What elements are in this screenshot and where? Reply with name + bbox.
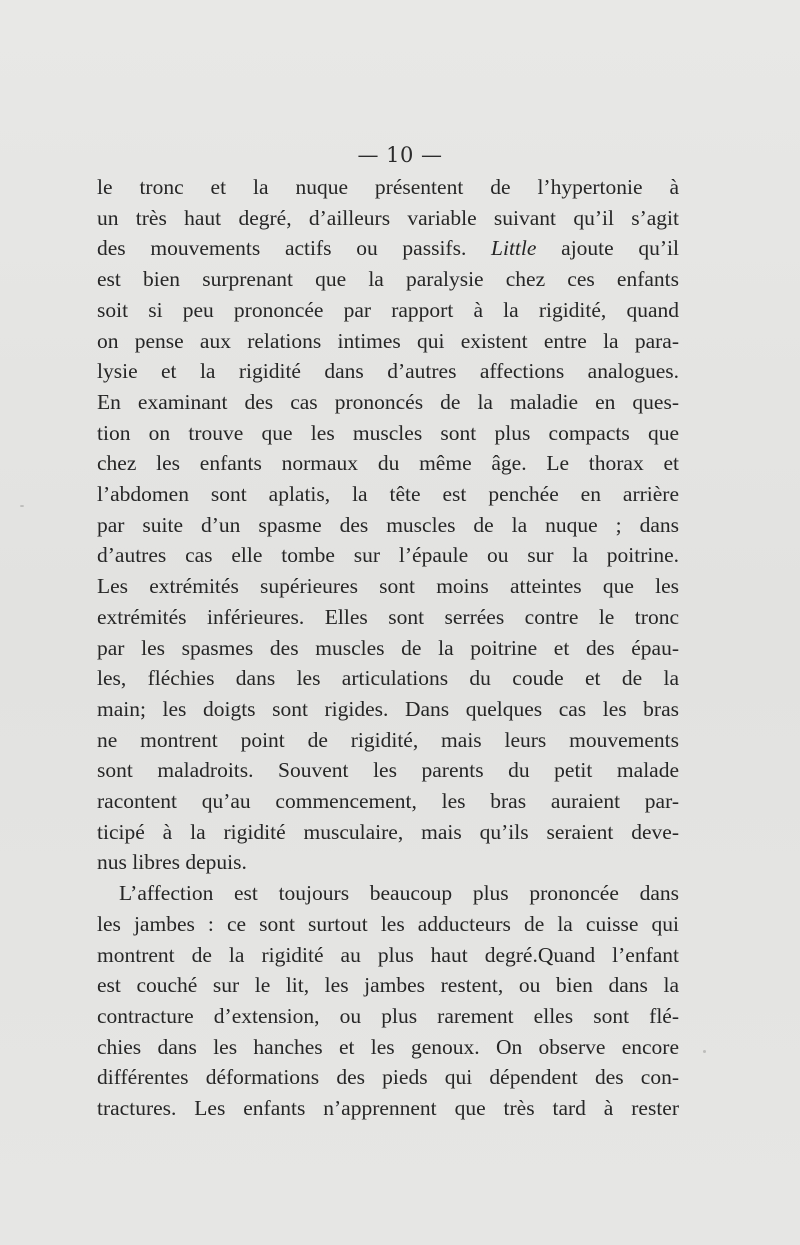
text-line: chies dans les hanches et les genoux. On observe encore <box>97 1034 679 1059</box>
text-line: En examinant des cas prononcés de la maladie en ques- <box>97 389 679 414</box>
text-line: nus libres depuis. <box>97 850 247 875</box>
text-line: différentes déformations des pieds qui dépendent des con- <box>97 1065 679 1090</box>
text-line: ticipé à la rigidité musculaire, mais qu’ils seraient deve- <box>97 819 679 844</box>
text-line: est couché sur le lit, les jambes restent, ou bien dans la <box>97 973 679 998</box>
paper-speck <box>20 505 24 507</box>
text-line: l’abdomen sont aplatis, la tête est penchée en arrière <box>97 482 679 507</box>
text-line: est bien surprenant que la paralysie chez ces enfants <box>97 267 679 292</box>
text-line: le tronc et la nuque présentent de l’hypertonie à <box>97 175 679 199</box>
text-line: sont maladroits. Souvent les parents du petit malade <box>97 758 679 783</box>
text-line: les jambes : ce sont surtout les adducteurs de la cuisse qui <box>97 911 679 936</box>
paragraph <box>97 172 679 878</box>
text-line: les, fléchies dans les articulations du coude et de la <box>97 666 679 691</box>
text-line: racontent qu’au commencement, les bras auraient par- <box>97 789 679 814</box>
text-line: on pense aux relations intimes qui existent entre la para- <box>97 328 679 353</box>
text-line: par les spasmes des muscles de la poitrine et des épau- <box>97 635 679 660</box>
text-line: L’affection est toujours beaucoup plus prononcée dans <box>119 881 679 906</box>
text-line: d’autres cas elle tombe sur l’épaule ou sur la poitrine. <box>97 543 679 568</box>
text-line: chez les enfants normaux du même âge. Le thorax et <box>97 451 679 476</box>
text-line: tractures. Les enfants n’apprennent que très tard à rester <box>97 1096 679 1121</box>
text-line: un très haut degré, d’ailleurs variable suivant qu’il s’agit <box>97 205 679 230</box>
text-line: des mouvements actifs ou passifs. Little ajoute qu’il <box>97 236 679 261</box>
text-line: tion on trouve que les muscles sont plus compacts que <box>97 420 679 445</box>
text-line: soit si peu prononcée par rapport à la rigidité, quand <box>97 297 679 322</box>
text-line: ne montrent point de rigidité, mais leurs mouvements <box>97 727 679 752</box>
paper-speck <box>703 1050 706 1053</box>
italic-name: Little <box>491 236 537 261</box>
text-line: contracture d’extension, ou plus rarement elles sont flé- <box>97 1003 679 1028</box>
text-line: par suite d’un spasme des muscles de la nuque ; dans <box>97 512 679 537</box>
text-line: main; les doigts sont rigides. Dans quelques cas les bras <box>97 696 679 721</box>
text-line: lysie et la rigidité dans d’autres affections analogues. <box>97 359 679 384</box>
body-text <box>97 172 679 1124</box>
page-number: — 10 — <box>357 143 443 167</box>
text-line: montrent de la rigidité au plus haut degré.Quand l’enfant <box>97 942 679 967</box>
text-line: Les extrémités supérieures sont moins atteintes que les <box>97 574 679 599</box>
paragraph <box>97 878 679 1124</box>
text-line: extrémités inférieures. Elles sont serrées contre le tronc <box>97 604 679 629</box>
